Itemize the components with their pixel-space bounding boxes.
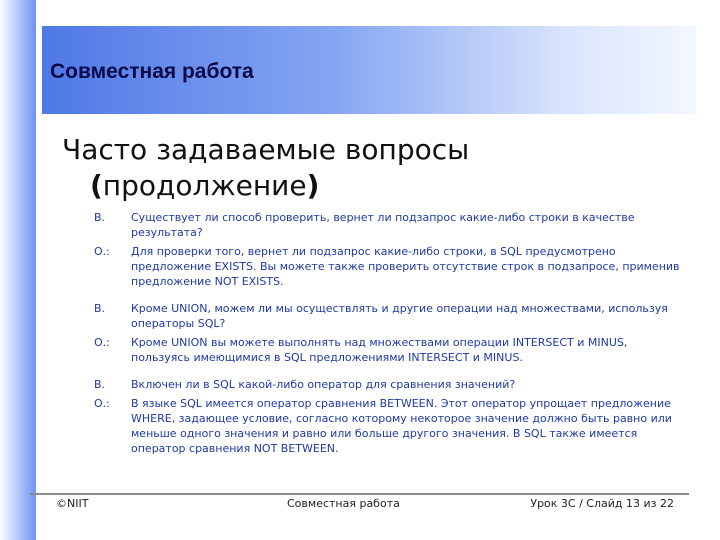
answer-label: О.: — [94, 397, 110, 410]
question-label: В. — [94, 211, 106, 224]
footer-course-title: Совместная работа — [287, 497, 400, 510]
heading-line-2 — [62, 168, 682, 204]
left-decorative-bar — [0, 0, 36, 540]
question-text: Существует ли способ проверить, вернет ли подзапрос какие-либо строки в качестве результата? — [131, 211, 635, 239]
answer-label: О.: — [94, 245, 110, 258]
answer-text: Кроме UNION вы можете выполнять над множествами операции INTERSECT и MINUS, пользуясь имеющимися в SQL предложениями INTERSECT и MINUS. — [131, 336, 628, 364]
slide-heading — [62, 132, 682, 204]
question-label: В. — [94, 302, 106, 315]
footer-copyright: ©NIIT — [56, 497, 89, 510]
heading-line-1: Часто задаваемые вопросы — [62, 133, 470, 166]
qa-answer — [94, 335, 684, 365]
qa-answer — [94, 244, 684, 289]
qa-question — [94, 210, 684, 240]
heading-continuation: продолжение — [102, 169, 307, 202]
answer-label: О.: — [94, 336, 110, 349]
slide-header-title: Совместная работа — [50, 60, 254, 83]
footer-slide-number: Урок 3C / Слайд 13 из 22 — [530, 497, 674, 510]
qa-answer — [94, 396, 684, 456]
question-text: Кроме UNION, можем ли мы осуществлять и другие операции над множествами, используя операторы SQL? — [131, 302, 668, 330]
qa-list — [94, 210, 684, 456]
answer-text: Для проверки того, вернет ли подзапрос какие-либо строки, в SQL предусмотрено предложение EXISTS. Вы можете также проверить отсутствие строк в подзапросе, применив предложение NOT EXISTS. — [131, 245, 680, 288]
question-text: Включен ли в SQL какой-либо оператор для сравнения значений? — [131, 378, 516, 391]
heading-paren-close: ) — [306, 169, 320, 202]
qa-question — [94, 377, 684, 392]
footer-divider — [30, 493, 689, 495]
question-label: В. — [94, 378, 106, 391]
heading-paren-open: ( — [90, 169, 103, 202]
answer-text: В языке SQL имеется оператор сравнения BETWEEN. Этот оператор упрощает предложение WHERE, задающее условие, согласно которому некоторое значение должно быть равно или меньше одного значения и равно или больше другого значения. В SQL также имеется оператор сравнения NOT BETWEEN. — [131, 397, 672, 455]
qa-question — [94, 301, 684, 331]
